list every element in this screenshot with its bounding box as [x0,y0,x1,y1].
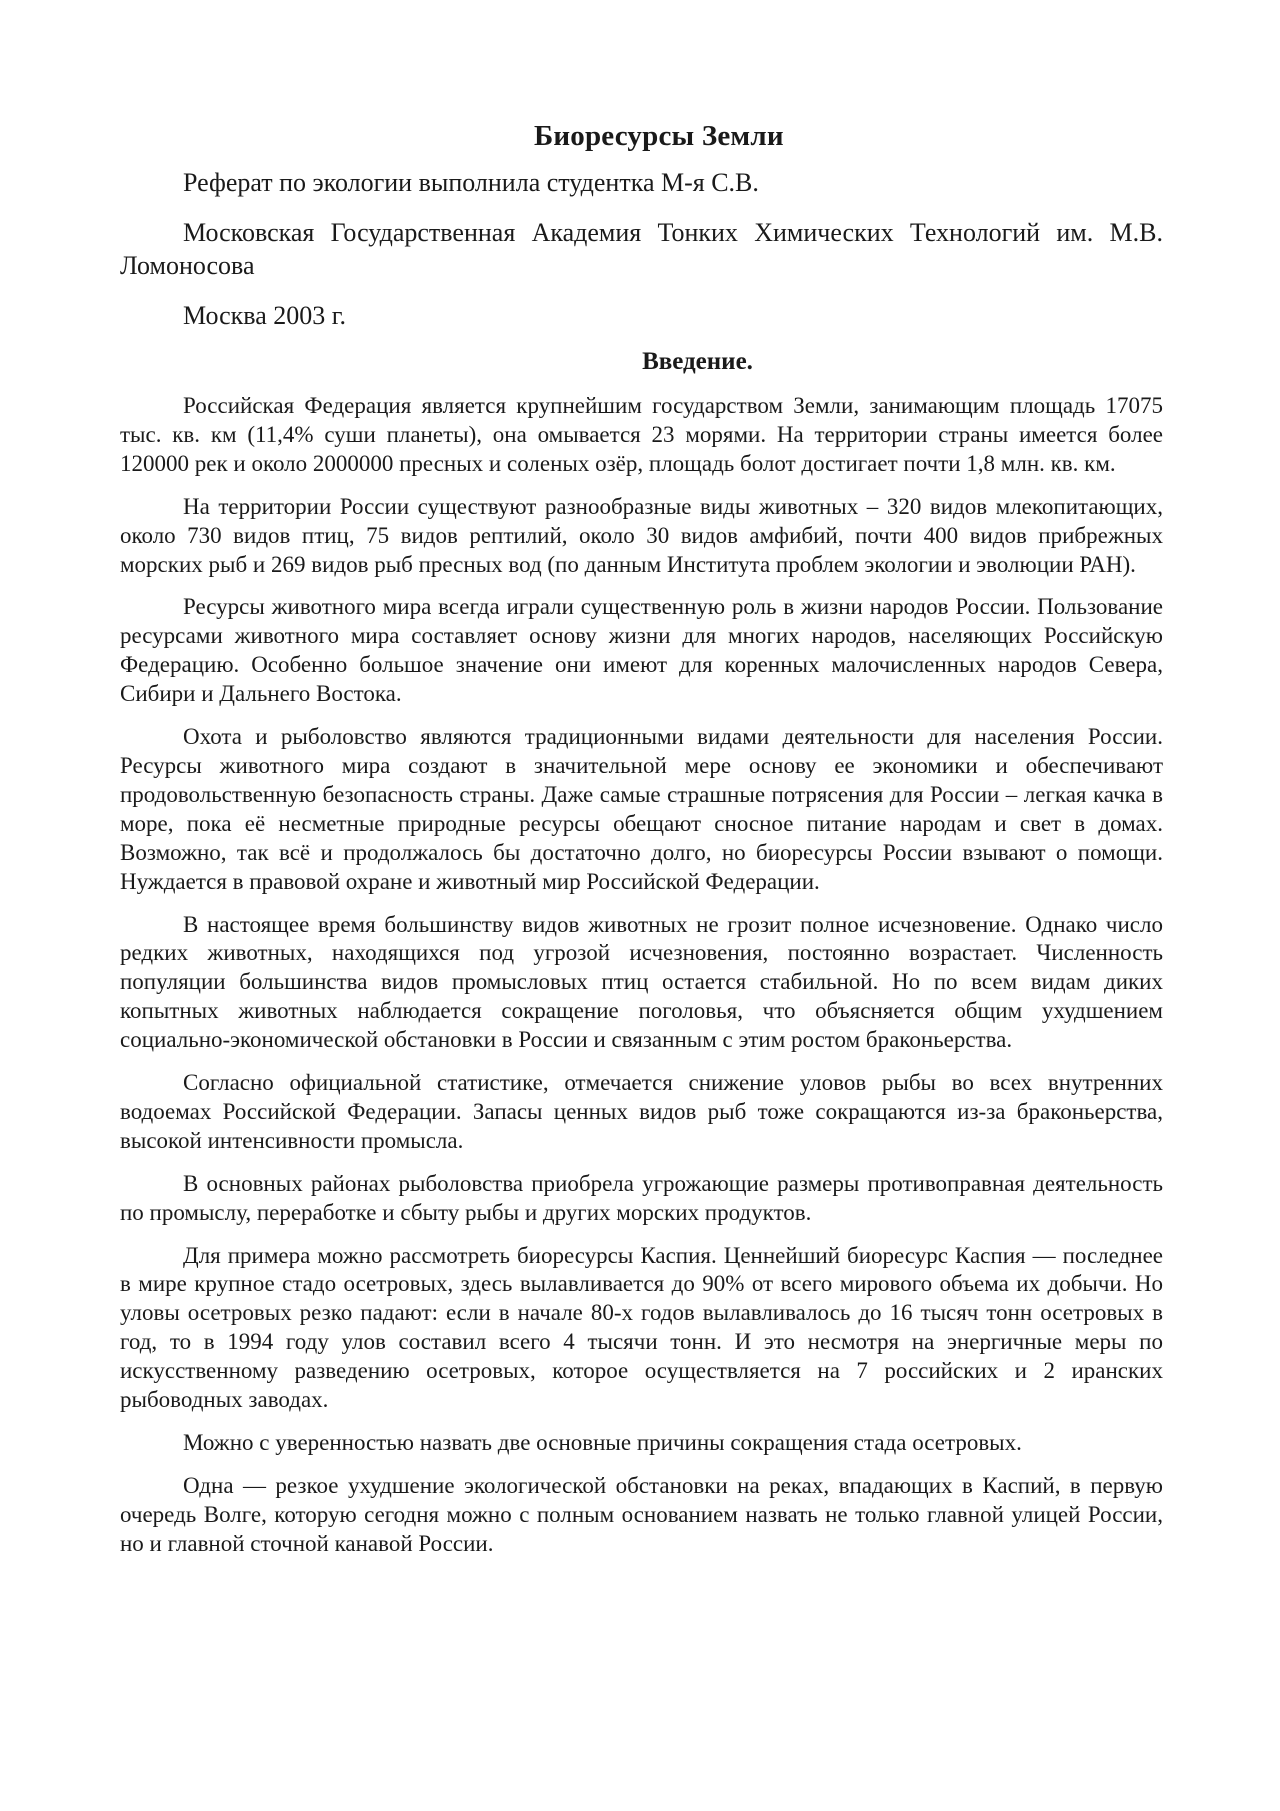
city-year-line: Москва 2003 г. [183,301,346,330]
paragraph: Российская Федерация является крупнейшим государством Земли, занимающим площадь 17075 тыс. кв. км (11,4% суши планеты), она омывается 23 морями. На территории страны имеется более 120000 рек и около 2000000 пресных и соленых озёр, площадь болот достигает почти 1,8 млн. кв. км. [120,393,1163,476]
paragraph: Для примера можно рассмотреть биоресурсы Каспия. Ценнейший биоресурс Каспия — последнее в мире крупное стадо осетровых, здесь вылавливается до 90% от всего мирового объема их добычи. Но уловы осетровых резко падают: если в начале 80-х годов вылавливалось до 16 тысяч тонн осетровых в год, то в 1994 году улов составил всего 4 тысячи тонн. И это несмотря на энергичные меры по искусственному разведению осетровых, которое осуществляется на 7 российских и 2 иранских рыбоводных заводах. [120,1242,1163,1413]
paragraph: Согласно официальной статистике, отмечается снижение уловов рыбы во всех внутренних водоемах Российской Федерации. Запасы ценных видов рыб тоже сокращаются из-за браконьерства, высокой интенсивности промысла. [120,1070,1163,1153]
paragraph: На территории России существуют разнообразные виды животных – 320 видов млекопитающих, около 730 видов птиц, 75 видов рептилий, около 30 видов амфибий, почти 400 видов прибрежных морских рыб и 269 видов рыб пресных вод (по данным Института проблем экологии и эволюции РАН). [120,493,1163,577]
section-heading: Введение. [642,348,753,375]
paragraph: Одна — резкое ухудшение экологической обстановки на реках, впадающих в Каспий, в первую очередь Волге, которую сегодня можно с полным основанием назвать не только главной улицей России, но и главной сточной канавой России. [120,1472,1163,1556]
institution-line: Московская Государственная Академия Тонких Химических Технологий им. М.В. Ломоносова [120,218,1163,280]
paragraph: Охота и рыболовство являются традиционными видами деятельности для населения России. Ресурсы животного мира создают в значительной мере основу ее экономики и обеспечивают продовольственную безопасность страны. Даже самые страшные потрясения для России – легкая качка в море, пока её несметные природные ресурсы обещают сносное питание народам и свет в домах. Возможно, так всё и продолжалось бы достаточно долго, но биоресурсы России взывают о помощи. Нуждается в правовой охране и животный мир Российской Федерации. [120,724,1163,894]
paragraph: Ресурсы животного мира всегда играли существенную роль в жизни народов России. Пользование ресурсами животного мира составляет основу жизни для многих народов, населяющих Российскую Федерацию. Особенно большое значение они имеют для коренных малочисленных народов Севера, Сибири и Дальнего Востока. [120,594,1163,707]
author-line: Реферат по экологии выполнила студентка М-я С.В. [183,168,759,197]
document-body [120,118,1163,1573]
paragraph: В настоящее время большинству видов животных не грозит полное исчезновение. Однако число редких животных, находящихся под угрозой исчезновения, постоянно возрастает. Численность популяции большинства видов промысловых птиц остается стабильной. Но по всем видам диких копытных животных наблюдается сокращение поголовья, что объясняется общим ухудшением социально-экономической обстановки в России и связанным с этим ростом браконьерства. [120,911,1163,1053]
paragraph: В основных районах рыболовства приобрела угрожающие размеры противоправная деятельность по промыслу, переработке и сбыту рыбы и других морских продуктов. [120,1170,1163,1225]
paragraph: Можно с уверенностью назвать две основные причины сокращения стада осетровых. [183,1430,1022,1455]
document-title: Биоресурсы Земли [534,120,784,152]
